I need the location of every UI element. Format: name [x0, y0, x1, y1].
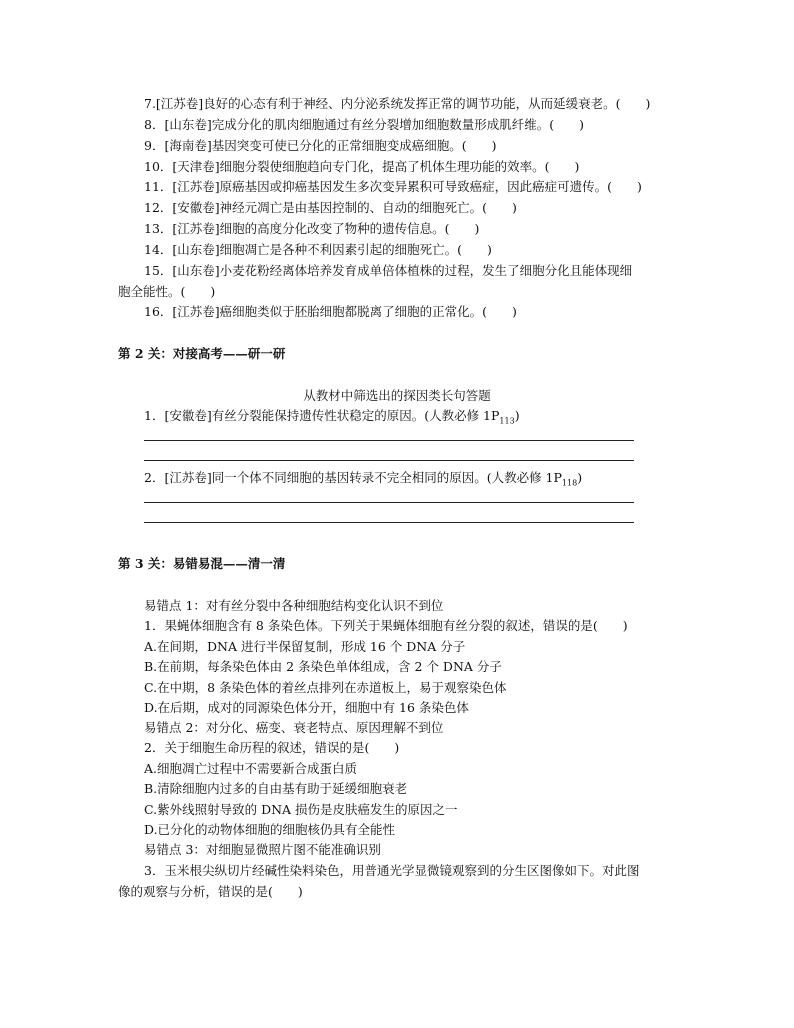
mc-question-3-cont: 像的观察与分析，错误的是( )	[118, 884, 303, 899]
judge-item-8: 8．[山东卷]完成分化的肌肉细胞通过有丝分裂增加细胞数量形成肌纤维。( )	[144, 117, 584, 132]
option-2b: B.清除细胞内过多的自由基有助于延缓细胞衰老	[144, 781, 408, 796]
question-end: )	[577, 470, 583, 485]
error-point-3: 易错点 3：对细胞显微照片图不能准确识别	[144, 842, 381, 857]
page-subscript: 118	[561, 478, 578, 488]
error-point-2: 易错点 2：对分化、癌变、衰老特点、原因理解不到位	[144, 720, 444, 735]
question-text: 2．[江苏卷]同一个体不同细胞的基因转录不完全相同的原因。(人教必修 1P	[144, 470, 562, 485]
judge-item-7: 7.[江苏卷]良好的心态有利于神经、内分泌系统发挥正常的调节功能，从而延缓衰老。( )	[144, 96, 651, 111]
answer-line	[144, 502, 634, 503]
mc-question-2: 2．关于细胞生命历程的叙述，错误的是( )	[144, 740, 400, 755]
judge-item-9: 9．[海南卷]基因突变可使已分化的正常细胞变成癌细胞。( )	[144, 138, 497, 153]
judge-item-12: 12．[安徽卷]神经元凋亡是由基因控制的、自动的细胞死亡。( )	[144, 200, 517, 215]
judge-item-10: 10．[天津卷]细胞分裂使细胞趋向专门化，提高了机体生理功能的效率。( )	[144, 159, 580, 174]
judge-item-15-cont: 胞全能性。( )	[118, 284, 216, 299]
section2-heading: 第 2 关：对接高考——研一研	[118, 346, 286, 361]
mc-question-1: 1．果蝇体细胞含有 8 条染色体。下列关于果蝇体细胞有丝分裂的叙述，错误的是( )	[144, 618, 628, 633]
option-1c: C.在中期，8 条染色体的着丝点排列在赤道板上，易于观察染色体	[144, 680, 507, 695]
section2-subtitle: 从教材中筛选出的探因类长句答题	[303, 388, 491, 403]
judge-item-13: 13．[江苏卷]细胞的高度分化改变了物种的遗传信息。( )	[144, 221, 480, 236]
option-2a: A.细胞凋亡过程中不需要新合成蛋白质	[144, 761, 358, 776]
option-2c: C.紫外线照射导致的 DNA 损伤是皮肤癌发生的原因之一	[144, 802, 458, 817]
option-2d: D.已分化的动物体细胞的细胞核仍具有全能性	[144, 822, 396, 837]
judge-item-14: 14．[山东卷]细胞凋亡是各种不利因素引起的细胞死亡。( )	[144, 242, 492, 257]
question-end: )	[514, 408, 520, 423]
judge-item-16: 16．[江苏卷]癌细胞类似于胚胎细胞都脱离了细胞的正常化。( )	[144, 304, 517, 319]
answer-line	[144, 522, 634, 523]
answer-line	[144, 460, 634, 461]
judge-item-11: 11．[江苏卷]原癌基因或抑癌基因发生多次变异累积可导致癌症，因此癌症可遗传。( )	[144, 179, 642, 194]
section2-question-2	[144, 470, 582, 492]
option-1b: B.在前期，每条染色体由 2 条染色单体组成，含 2 个 DNA 分子	[144, 659, 502, 674]
error-point-1: 易错点 1：对有丝分裂中各种细胞结构变化认识不到位	[144, 598, 444, 613]
question-text: 1．[安徽卷]有丝分裂能保持遗传性状稳定的原因。(人教必修 1P	[144, 408, 500, 423]
option-1a: A.在间期，DNA 进行半保留复制，形成 16 个 DNA 分子	[144, 639, 466, 654]
mc-question-3: 3．玉米根尖纵切片经碱性染料染色，用普通光学显微镜观察到的分生区图像如下。对此图	[144, 863, 640, 878]
section3-heading: 第 3 关：易错易混——清一清	[118, 556, 286, 571]
page-subscript: 113	[499, 416, 515, 426]
option-1d: D.在后期，成对的同源染色体分开，细胞中有 16 条染色体	[144, 700, 469, 715]
judge-item-15: 15．[山东卷]小麦花粉经离体培养发育成单倍体植株的过程，发生了细胞分化且能体现细	[144, 263, 633, 278]
section2-question-1	[144, 408, 520, 430]
answer-line	[144, 440, 634, 441]
